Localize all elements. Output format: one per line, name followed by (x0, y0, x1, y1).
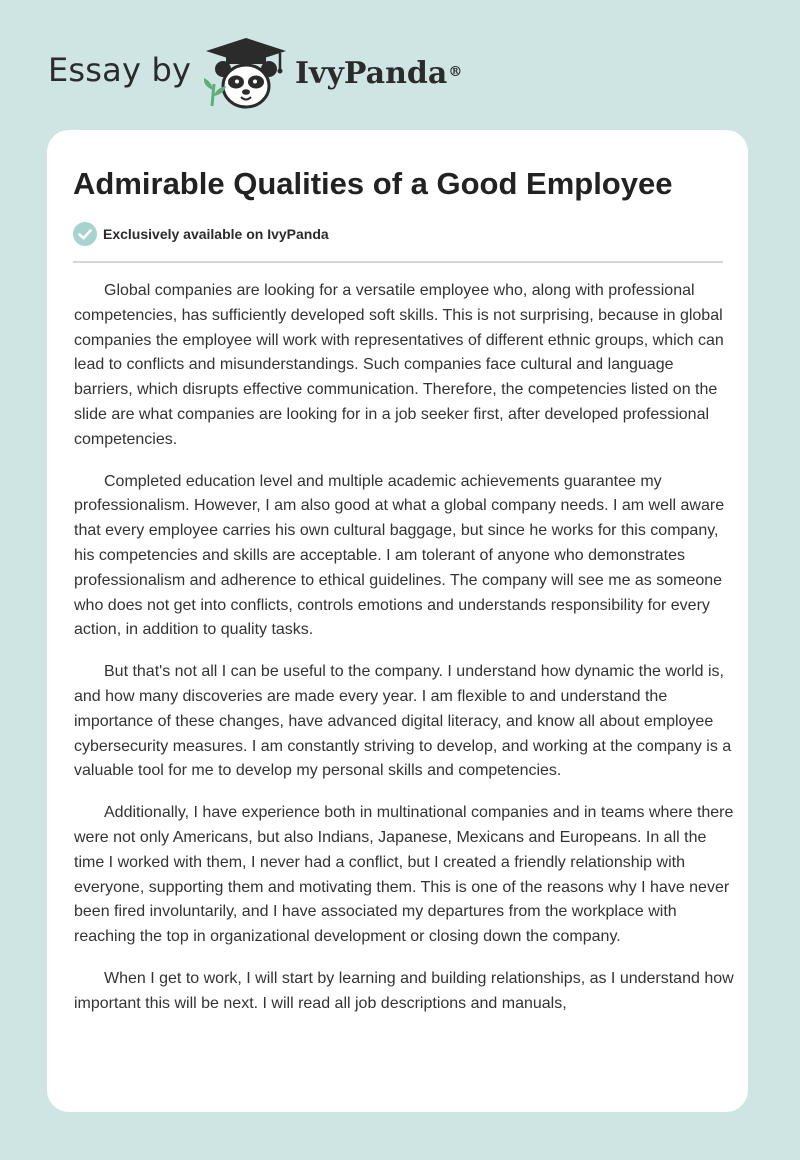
essay-paragraph: Completed education level and multiple academic achievements guarantee my professionalism. However, I am also good at what a global company needs. I am well aware that every employee carries his own cultural baggage, but since he works for this company, his competencies and skills are acceptable. I am tolerant of anyone who demonstrates professionalism and adherence to ethical guidelines. The company will see me as someone who does not get into conflicts, controls emotions and understands responsibility for every action, in addition to quality tasks. (74, 472, 725, 639)
essay-card (47, 130, 748, 1112)
page-title: Admirable Qualities of a Good Employee (73, 166, 673, 201)
divider (73, 261, 723, 263)
essay-by-label: Essay by (48, 51, 192, 89)
check-circle-icon (73, 222, 97, 246)
site-header (0, 0, 800, 128)
brand-logo-text[interactable] (295, 56, 462, 92)
essay-paragraph: When I get to work, I will start by learning and building relationships, as I understand how important this will be next. I will read all job descriptions and manuals, (74, 969, 734, 1012)
registered-mark: ® (448, 64, 463, 80)
brand-name: IvyPanda (295, 56, 448, 91)
essay-body (74, 279, 734, 1034)
essay-paragraph: Global companies are looking for a versatile employee who, along with professional competencies, has sufficiently developed soft skills. This is not surprising, because in global companies the employee will work with representatives of different ethnic groups, which can lead to conflicts and misunderstandings. Such companies face cultural and language barriers, which disrupts effective communication. Therefore, the competencies listed on the slide are what companies are looking for in a job seeker first, after developed professional competencies. (74, 282, 724, 448)
panda-graduate-logo-icon[interactable] (200, 36, 292, 110)
exclusive-badge-label: Exclusively available on IvyPanda (103, 226, 329, 242)
essay-paragraph: Additionally, I have experience both in multinational companies and in teams where there were not only Americans, but also Indians, Japanese, Mexicans and Europeans. In all the time I worked with them, I never had a conflict, but I created a friendly relationship with everyone, supporting them and motivating them. This is one of the reasons why I have never been fired involuntarily, and I have associated my departures from the workplace with reaching the top in organizational development or closing down the company. (74, 804, 734, 946)
essay-paragraph: But that's not all I can be useful to the company. I understand how dynamic the world is, and how many discoveries are made every year. I am flexible to and understand the importance of these changes, have advanced digital literacy, and know all about employee cybersecurity measures. I am constantly striving to develop, and working at the company is a valuable tool for me to develop my personal skills and competencies. (74, 663, 732, 780)
exclusive-badge (73, 221, 329, 247)
